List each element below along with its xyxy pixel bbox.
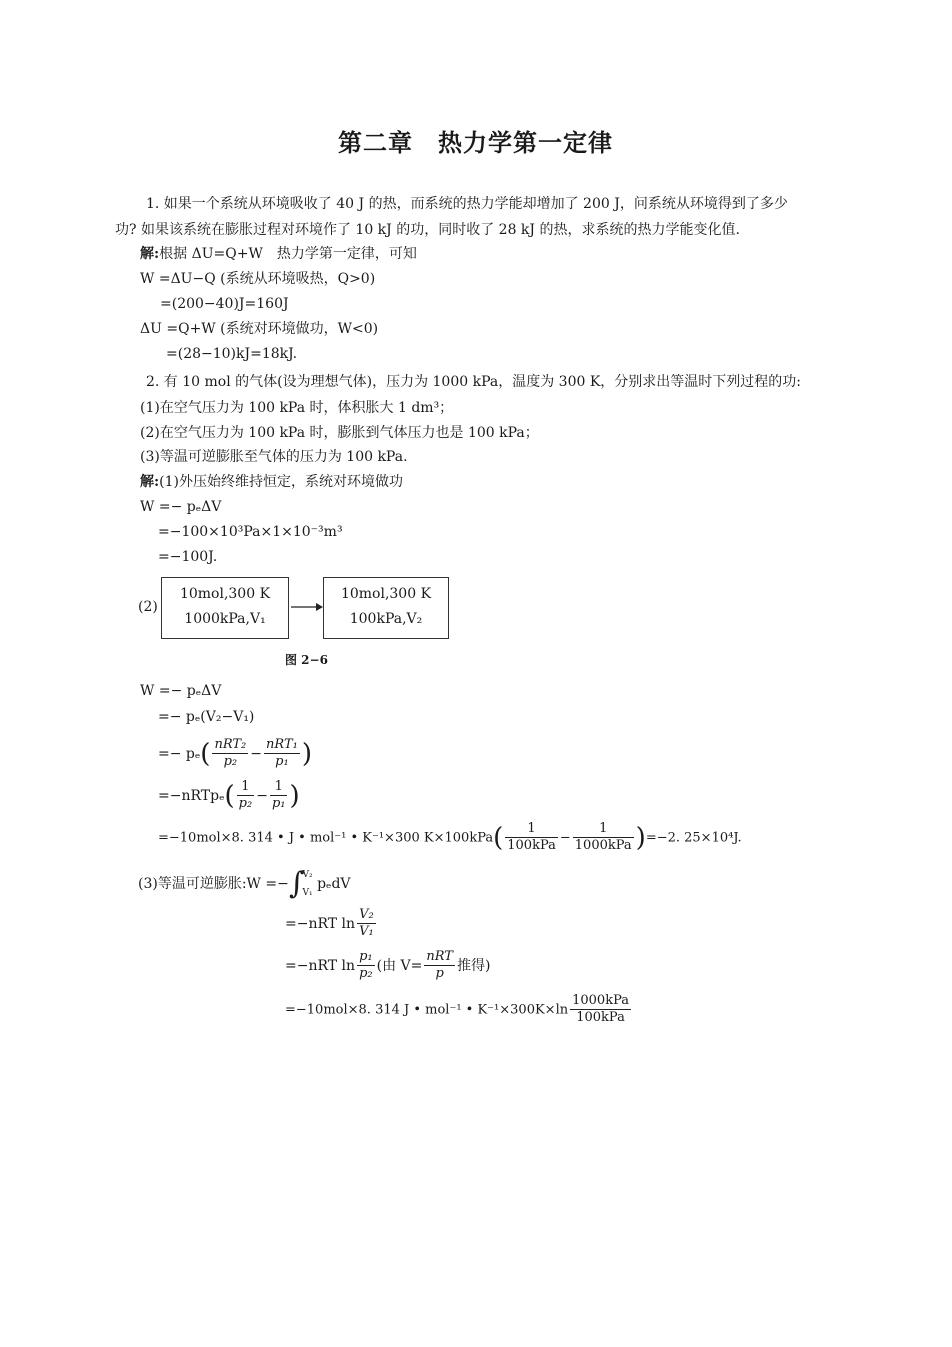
solution-text: 根据 ΔU=Q+W 热力学第一定律，可知 xyxy=(159,246,417,262)
q2-eq1: W =− pₑΔV xyxy=(140,499,222,515)
state-box-final xyxy=(323,577,449,639)
chapter-title: 第二章 热力学第一定律 xyxy=(338,129,613,157)
state-box-final-line2: 100kPa,V₂ xyxy=(349,611,423,627)
q2-part3-eq4 xyxy=(285,994,633,1026)
q2-part2-text: (2)在空气压力为 100 kPa 时，膨胀到气体压力也是 100 kPa； xyxy=(140,425,539,441)
state-box-initial-line2: 1000kPa,V₁ xyxy=(184,611,266,627)
eq4-lead: =−nRTpₑ xyxy=(158,787,225,804)
part3-eq2-lead: =−nRT ln xyxy=(285,915,356,932)
part3-eq3-tail-b: 推得) xyxy=(456,957,491,974)
part2-label: (2) xyxy=(138,599,158,615)
q2-part2-eq4: =−nRTpₑ( $\frac{1}{\text{p₂}}$ − $\frac{1}{\text{p₁}}$ ) xyxy=(158,779,300,812)
eq3-lead: =− pₑ xyxy=(158,745,201,762)
fraction-1-p2: $\frac{1}{\text{p₂}}$ xyxy=(238,779,253,812)
fraction-1000kpa-100kpa: $\frac{\text{1000kPa}}{\text{100kPa}}$ xyxy=(572,993,629,1026)
part3-int-tail: pₑdV xyxy=(317,876,351,892)
figure-caption: 图 2−6 xyxy=(285,653,328,667)
q1-text-line1: 1. 如果一个系统从环境吸收了 40 J 的热，而系统的热力学能却增加了 200 J，问系统从环境得到了多少 xyxy=(146,196,788,212)
q2-part1-text: (1)在空气压力为 100 kPa 时，体积胀大 1 dm³； xyxy=(140,400,454,416)
q2-part3-text: (3)等温可逆膨胀至气体的压力为 100 kPa. xyxy=(140,449,408,465)
q1-solution-line xyxy=(140,247,417,261)
fraction-1-100kpa: $\frac{1}{\text{100kPa}}$ xyxy=(507,821,556,854)
q2-part3-eq1: (3)等温可逆膨胀:W =−∫ V₂ V₁ pₑdV xyxy=(138,866,351,901)
state-box-initial xyxy=(161,577,289,639)
solution-text: (1)外压始终维持恒定，系统对环境做功 xyxy=(159,474,404,490)
integral-sign: ∫ xyxy=(288,866,305,901)
state-box-final-line1: 10mol,300 K xyxy=(340,586,432,602)
q1-eq1: W =ΔU−Q (系统从环境吸热，Q>0) xyxy=(140,271,376,287)
q2-eq3: =−100J. xyxy=(158,549,218,565)
q1-eq4: =(28−10)kJ=18kJ. xyxy=(166,346,298,362)
q1-eq2: =(200−40)J=160J xyxy=(160,296,289,312)
part3-eq3-tail-a: (由 V= xyxy=(376,957,423,974)
q1-text-line2: 功? 如果该系统在膨胀过程对环境作了 10 kJ 的功，同时收了 28 kJ 的热，求系统的热力学能变化值. xyxy=(115,222,740,238)
state-box-initial-line1: 10mol,300 K xyxy=(179,586,271,602)
q2-text-line1: 2. 有 10 mol 的气体(设为理想气体)，压力为 1000 kPa，温度为 300 K，分别求出等温时下列过程的功: xyxy=(146,374,802,390)
q2-part3-eq2 xyxy=(285,908,378,940)
q2-solution-line xyxy=(140,475,403,489)
q2-part2-eq1: W =− pₑΔV xyxy=(140,683,222,699)
fraction-1-p1: $\frac{1}{\text{p₁}}$ xyxy=(271,779,286,812)
solution-label: 解: xyxy=(140,246,160,262)
q2-part2-eq2: =− pₑ(V₂−V₁) xyxy=(158,709,255,725)
process-arrow xyxy=(290,600,324,614)
q2-part2-eq3: =− pₑ( $\frac{\text{nRT₂}}{\text{p₂}}$ − $\frac{\text{nRT₁}}{\text{p₁}}$ ) xyxy=(158,737,312,770)
part3-lead: (3)等温可逆膨胀:W =− xyxy=(138,876,289,892)
q2-part3-eq3 xyxy=(285,950,490,982)
fraction-nrt-p: $\frac{\text{nRT}}{p}$ xyxy=(426,949,453,982)
solution-label: 解: xyxy=(140,474,160,490)
q2-part2-eq5: =−10mol×8. 314 • J • mol⁻¹ • K⁻¹×300 K×100kPa( $\frac{1}{\text{100kPa}}$ − $\frac{1}{\text{1000kPa}}$ )=−2. 25×10⁴J. xyxy=(158,821,742,854)
fraction-1-1000kpa: $\frac{1}{\text{1000kPa}}$ xyxy=(574,821,632,854)
eq5-lead: =−10mol×8. 314 • J • mol⁻¹ • K⁻¹×300 K×100kPa xyxy=(158,830,494,846)
part3-eq4-lead: =−10mol×8. 314 J • mol⁻¹ • K⁻¹×300K×ln xyxy=(285,1002,569,1018)
eq5-tail: =−2. 25×10⁴J. xyxy=(645,830,742,846)
fraction-nrt2-p2: $\frac{\text{nRT₂}}{\text{p₂}}$ xyxy=(214,737,247,770)
q1-eq3: ΔU =Q+W (系统对环境做功，W<0) xyxy=(140,321,379,337)
fraction-nrt1-p1: $\frac{\text{nRT₁}}{\text{p₁}}$ xyxy=(266,737,298,770)
fraction-p1-p2: $\frac{\text{p₁}}{\text{p₂}}$ xyxy=(359,949,373,982)
q2-eq2: =−100×10³Pa×1×10⁻³m³ xyxy=(158,524,343,540)
part3-eq3-lead: =−nRT ln xyxy=(285,957,356,974)
fraction-v2-v1: $\frac{\text{V₂}}{\text{V₁}}$ xyxy=(359,907,374,940)
